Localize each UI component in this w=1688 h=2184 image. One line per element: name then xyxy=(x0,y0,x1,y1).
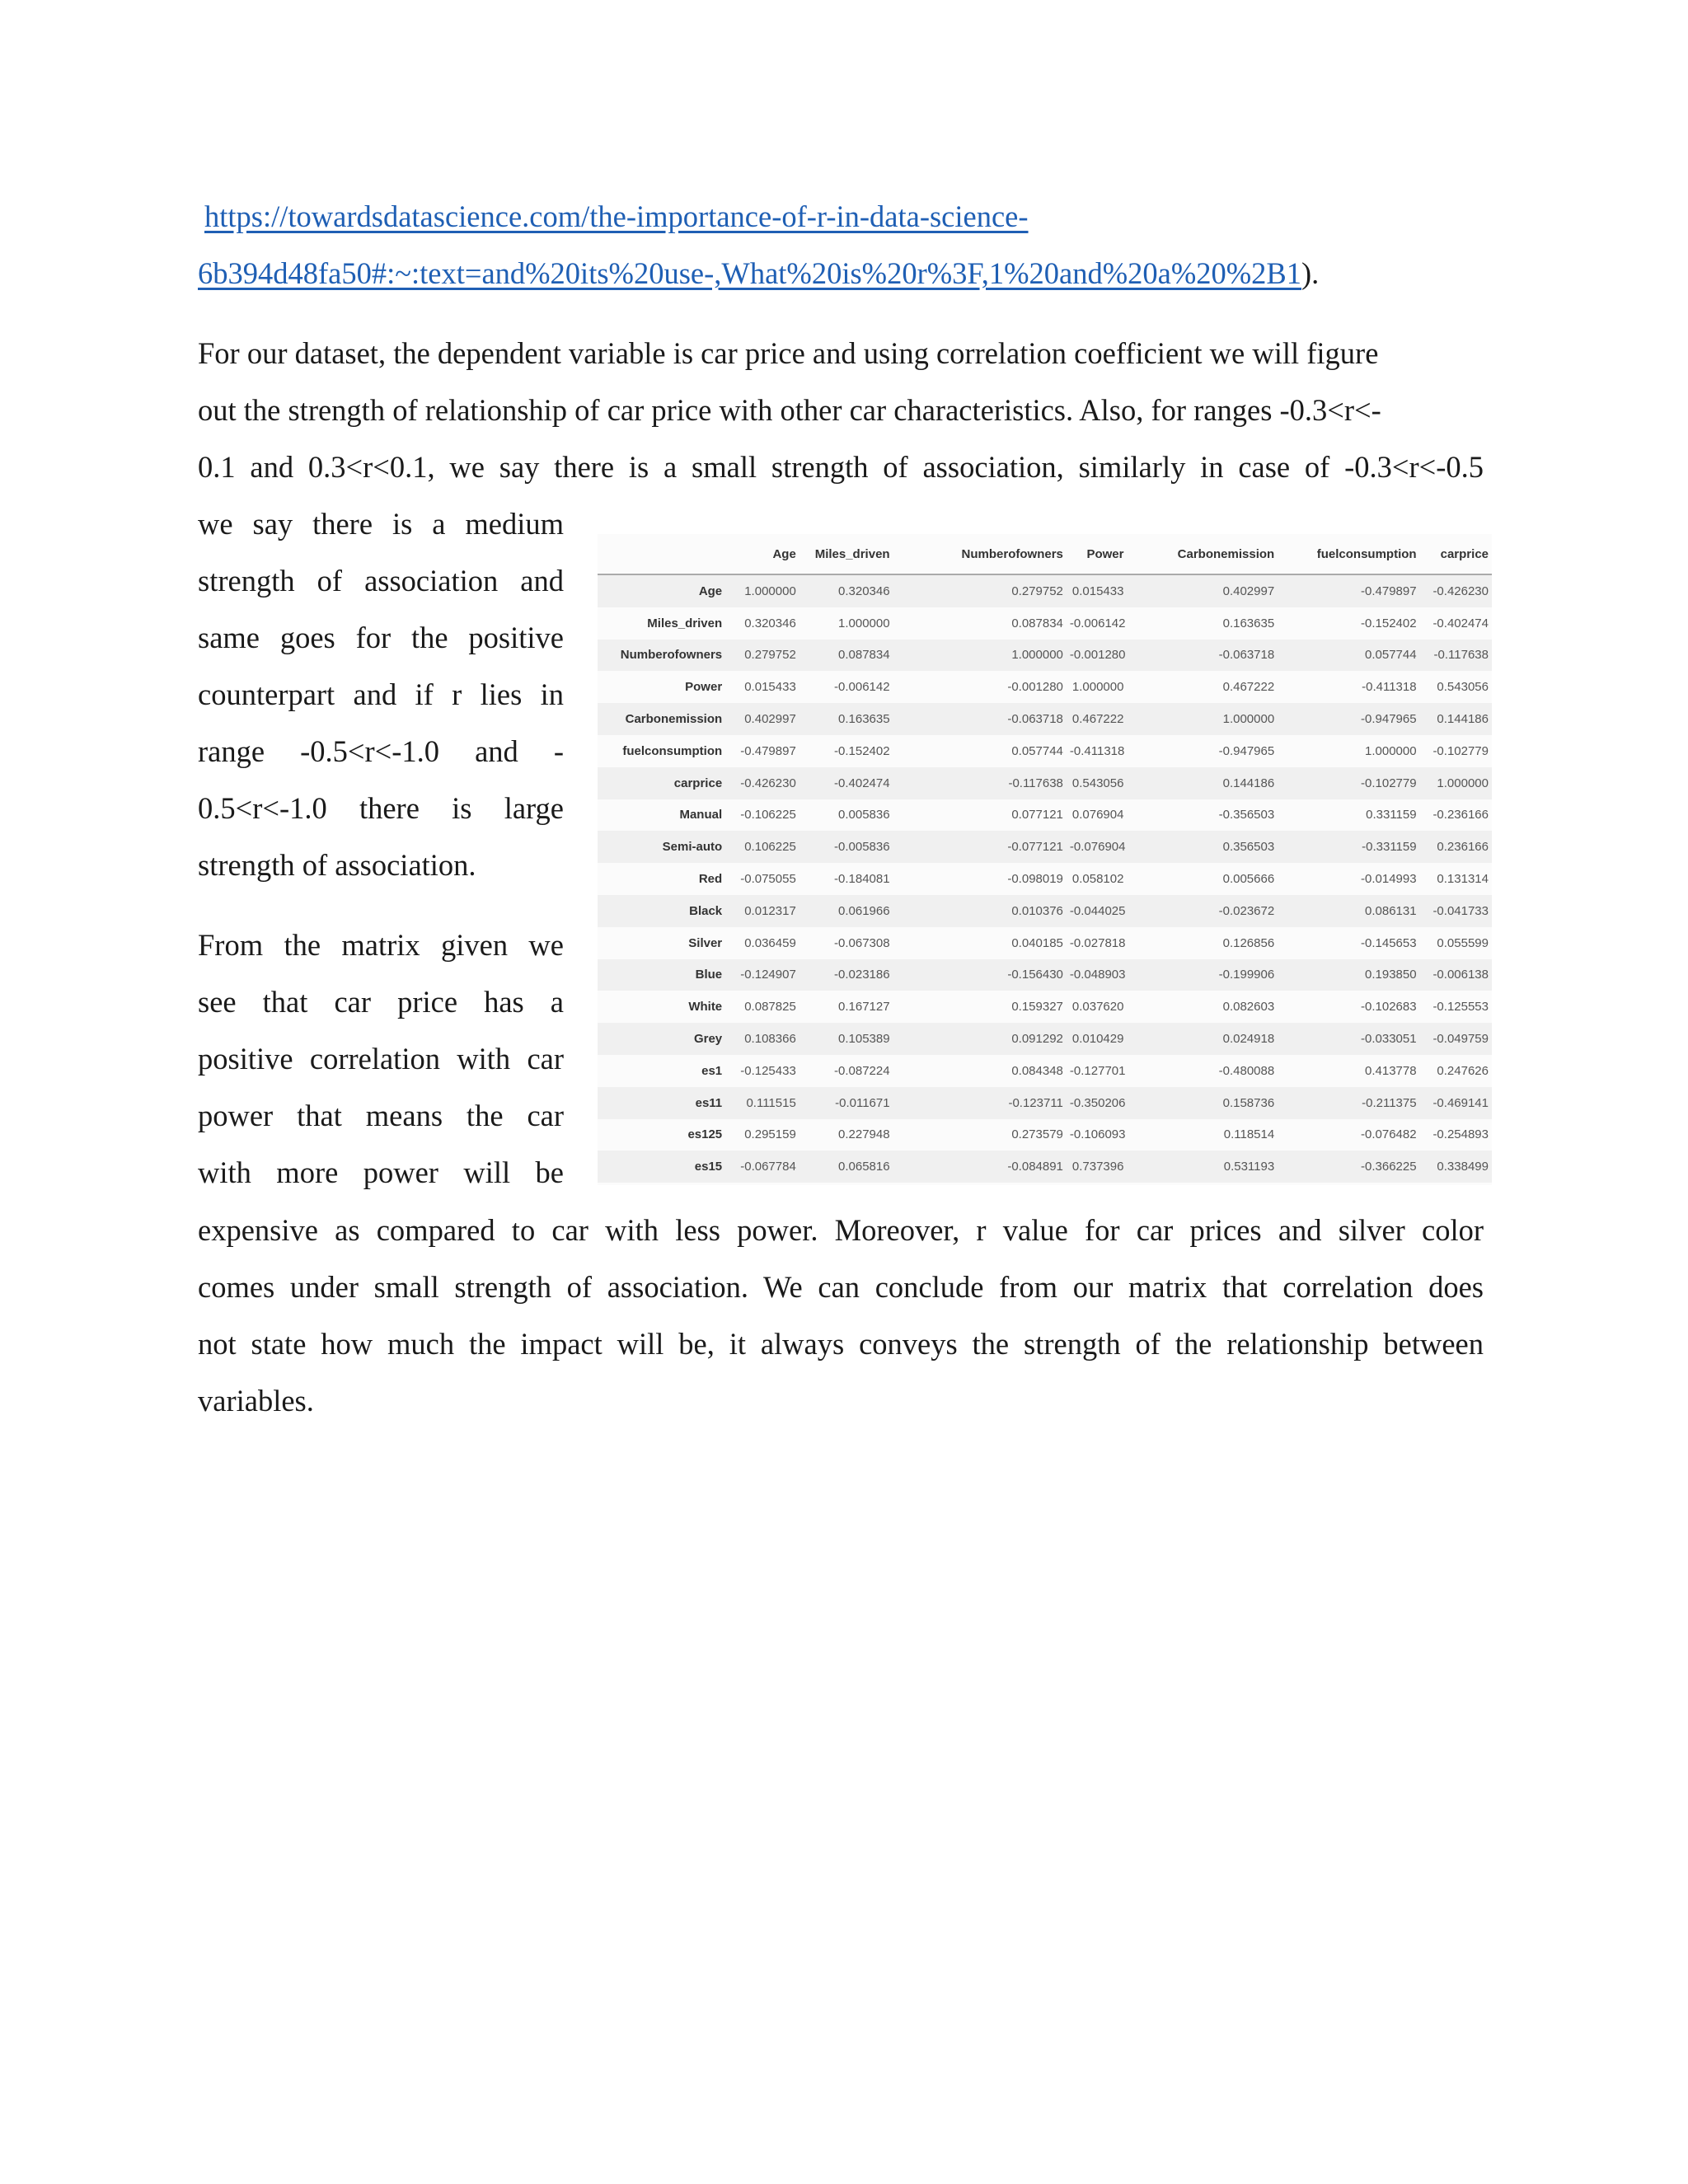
table-row xyxy=(598,574,1492,607)
matrix-corner-cell xyxy=(598,534,725,574)
matrix-row-label: fuelconsumption xyxy=(622,743,723,758)
matrix-cell: 0.320346 xyxy=(838,583,890,598)
matrix-cell: 1.000000 xyxy=(1437,776,1489,790)
wrapped-paragraph-association xyxy=(198,495,564,893)
matrix-cell: 0.402997 xyxy=(1222,583,1275,598)
paragraph-line: strength of association and xyxy=(198,564,564,598)
reference-link-trailing: ). xyxy=(1301,256,1320,290)
matrix-cell: 0.005666 xyxy=(1222,872,1275,887)
matrix-cell: 0.193850 xyxy=(1365,968,1417,982)
paragraph-line: with more power will be xyxy=(198,1155,564,1189)
matrix-cell: -0.005836 xyxy=(834,840,890,855)
paragraph-line: range -0.5<r<-1.0 and - xyxy=(198,734,564,768)
matrix-cell: 0.279752 xyxy=(1011,583,1063,598)
matrix-cell: 0.024918 xyxy=(1222,1032,1275,1047)
matrix-cell: -0.426230 xyxy=(1432,583,1489,598)
matrix-cell: 0.543056 xyxy=(1437,680,1489,695)
table-row xyxy=(598,895,1492,927)
table-row xyxy=(598,1055,1492,1087)
matrix-cell: 0.005836 xyxy=(838,808,890,823)
matrix-cell: -0.067308 xyxy=(834,935,890,950)
matrix-column-header: Power xyxy=(1067,534,1128,574)
matrix-cell: 0.531193 xyxy=(1223,1160,1275,1174)
paragraph-line: see that car price has a xyxy=(198,985,564,1019)
table-row xyxy=(598,1023,1492,1055)
matrix-cell: 1.000000 xyxy=(1222,712,1275,727)
matrix-cell: -0.411318 xyxy=(1362,680,1417,695)
matrix-cell: 0.737396 xyxy=(1071,1160,1124,1174)
matrix-cell: 0.413778 xyxy=(1365,1063,1417,1078)
matrix-row-header xyxy=(598,991,725,1023)
matrix-cell: 0.084348 xyxy=(1011,1063,1063,1078)
table-row xyxy=(598,831,1492,863)
matrix-column-header: Miles_driven xyxy=(799,534,893,574)
matrix-row-header xyxy=(598,1151,725,1183)
matrix-cell: -0.947965 xyxy=(1218,743,1275,758)
matrix-cell: -0.041733 xyxy=(1432,903,1489,918)
reference-link-line-2 xyxy=(198,245,1484,302)
matrix-body xyxy=(598,574,1492,1183)
matrix-cell: 0.543056 xyxy=(1071,776,1124,790)
matrix-row-header xyxy=(598,735,725,767)
matrix-cell: 1.000000 xyxy=(838,616,890,630)
reference-link-part-2[interactable]: 6b394d48fa50#:~:text=and%20its%20use-,What%20is%20r%3F,1%20and%20a%20%2B1 xyxy=(198,256,1302,290)
matrix-cell: -0.199906 xyxy=(1218,968,1275,982)
matrix-cell: -0.011671 xyxy=(835,1095,890,1110)
matrix-column-header: Numberofowners xyxy=(893,534,1067,574)
table-row xyxy=(598,640,1492,672)
matrix-cell: -0.254893 xyxy=(1432,1127,1489,1142)
matrix-row-header xyxy=(598,927,725,959)
matrix-cell: -0.049759 xyxy=(1432,1032,1489,1047)
paragraph-line: comes under small strength of association. We can conclude from our matrix that correlation does xyxy=(198,1270,1484,1304)
matrix-cell: -0.402474 xyxy=(1432,616,1489,630)
matrix-row-header xyxy=(598,703,725,735)
paragraph-line: out the strength of relationship of car price with other car characteristics. Also, for ranges -0.3<r<- xyxy=(198,393,1381,427)
matrix-row-label: Carbonemission xyxy=(625,712,723,727)
matrix-cell: 0.126856 xyxy=(1222,935,1275,950)
table-row xyxy=(598,799,1492,832)
conclusion-paragraph xyxy=(198,1202,1484,1429)
matrix-cell: 0.077121 xyxy=(1011,808,1063,823)
paragraph-line: 0.1 and 0.3<r<0.1, we say there is a small strength of association, similarly in case of -0.3<r<-0.5 xyxy=(198,450,1484,484)
matrix-row-header xyxy=(598,831,725,863)
matrix-row-label: carprice xyxy=(673,776,723,790)
matrix-cell: -0.027818 xyxy=(1069,935,1126,950)
matrix-row-header xyxy=(598,767,725,799)
intro-paragraph xyxy=(198,325,1484,495)
table-row xyxy=(598,1119,1492,1151)
matrix-cell: 0.057744 xyxy=(1365,648,1417,663)
matrix-cell: -0.001280 xyxy=(1069,648,1126,663)
matrix-cell: -0.084891 xyxy=(1007,1160,1063,1174)
matrix-cell: -0.014993 xyxy=(1361,872,1417,887)
matrix-cell: -0.117638 xyxy=(1433,648,1489,663)
matrix-cell: -0.366225 xyxy=(1361,1160,1417,1174)
matrix-cell: 0.037620 xyxy=(1071,1000,1124,1015)
matrix-cell: 0.402997 xyxy=(744,712,796,727)
matrix-cell: -0.402474 xyxy=(834,776,890,790)
matrix-cell: 0.087834 xyxy=(1011,616,1063,630)
matrix-row-header xyxy=(598,671,725,703)
matrix-row-header xyxy=(598,863,725,895)
matrix-cell: -0.023186 xyxy=(834,968,890,982)
reference-link-block xyxy=(198,188,1484,302)
matrix-cell: 0.015433 xyxy=(1071,583,1124,598)
matrix-cell: -0.469141 xyxy=(1432,1095,1489,1110)
matrix-row-header xyxy=(598,640,725,672)
matrix-cell: -0.127701 xyxy=(1069,1063,1126,1078)
matrix-cell: -0.479897 xyxy=(1361,583,1417,598)
table-row xyxy=(598,607,1492,640)
matrix-cell: 1.000000 xyxy=(1071,680,1124,695)
matrix-cell: 0.040185 xyxy=(1011,935,1063,950)
table-row xyxy=(598,671,1492,703)
matrix-cell: -0.125553 xyxy=(1432,1000,1489,1015)
paragraph-line: counterpart and if r lies in xyxy=(198,677,564,711)
matrix-row-header xyxy=(598,895,725,927)
matrix-row-label: es11 xyxy=(695,1095,723,1110)
table-row xyxy=(598,863,1492,895)
matrix-cell: -0.076904 xyxy=(1069,840,1126,855)
matrix-cell: -0.184081 xyxy=(834,872,890,887)
matrix-row-header xyxy=(598,1119,725,1151)
matrix-column-header: Age xyxy=(725,534,799,574)
matrix-cell: 0.061966 xyxy=(838,903,890,918)
matrix-row-header xyxy=(598,1087,725,1119)
matrix-cell: 0.076904 xyxy=(1071,808,1124,823)
matrix-cell: 1.000000 xyxy=(1365,743,1417,758)
matrix-cell: 0.091292 xyxy=(1011,1032,1063,1047)
matrix-cell: -0.033051 xyxy=(1361,1032,1417,1047)
matrix-cell: -0.236166 xyxy=(1432,808,1489,823)
matrix-cell: 0.015433 xyxy=(744,680,796,695)
matrix-cell: 0.087834 xyxy=(838,648,890,663)
matrix-cell: -0.044025 xyxy=(1069,903,1126,918)
reference-link-part-1[interactable]: https://towardsdatascience.com/the-importance-of-r-in-data-science- xyxy=(204,199,1029,233)
matrix-cell: -0.067784 xyxy=(740,1160,796,1174)
reference-link-line-1 xyxy=(198,188,1484,245)
paragraph-line: expensive as compared to car with less power. Moreover, r value for car prices and silver color xyxy=(198,1213,1484,1247)
matrix-cell: 0.331159 xyxy=(1366,808,1417,823)
matrix-cell: 0.118514 xyxy=(1223,1127,1275,1142)
matrix-cell: -0.411318 xyxy=(1069,743,1125,758)
matrix-cell: -0.350206 xyxy=(1069,1095,1126,1110)
matrix-row-header xyxy=(598,799,725,832)
matrix-cell: -0.087224 xyxy=(834,1063,890,1078)
matrix-cell: -0.152402 xyxy=(834,743,890,758)
matrix-cell: 0.163635 xyxy=(1222,616,1275,630)
matrix-cell: -0.145653 xyxy=(1361,935,1417,950)
matrix-cell: 0.055599 xyxy=(1437,935,1489,950)
matrix-cell: 0.320346 xyxy=(744,616,796,630)
matrix-cell: -0.006142 xyxy=(1069,616,1126,630)
matrix-row-label: Manual xyxy=(679,808,723,823)
matrix-row-header xyxy=(598,607,725,640)
matrix-cell: 0.144186 xyxy=(1222,776,1275,790)
matrix-cell: 0.111515 xyxy=(746,1095,796,1110)
paragraph-line: strength of association. xyxy=(198,848,476,882)
matrix-row-label: Blue xyxy=(695,968,723,982)
paragraph-line: not state how much the impact will be, it always conveys the strength of the relationship between xyxy=(198,1327,1484,1361)
matrix-cell: 0.010376 xyxy=(1011,903,1063,918)
matrix-cell: -0.048903 xyxy=(1069,968,1126,982)
matrix-cell: -0.063718 xyxy=(1007,712,1063,727)
matrix-cell: 0.163635 xyxy=(838,712,890,727)
matrix-row-label: Grey xyxy=(693,1032,723,1047)
matrix-cell: 0.338499 xyxy=(1437,1160,1489,1174)
matrix-cell: -0.211375 xyxy=(1362,1095,1417,1110)
matrix-cell: 0.086131 xyxy=(1365,903,1417,918)
matrix-cell: -0.102683 xyxy=(1361,1000,1417,1015)
matrix-cell: 0.467222 xyxy=(1071,712,1124,727)
paragraph-line: positive correlation with car xyxy=(198,1042,564,1076)
matrix-cell: -0.076482 xyxy=(1361,1127,1417,1142)
matrix-cell: 0.082603 xyxy=(1222,1000,1275,1015)
matrix-cell: -0.102779 xyxy=(1432,743,1489,758)
matrix-cell: 0.279752 xyxy=(744,648,796,663)
matrix-row-label: Semi-auto xyxy=(662,840,723,855)
matrix-cell: 0.273579 xyxy=(1011,1127,1063,1142)
matrix-column-header: carprice xyxy=(1420,534,1492,574)
matrix-cell: -0.098019 xyxy=(1007,872,1063,887)
matrix-cell: -0.152402 xyxy=(1361,616,1417,630)
paragraph-line: 0.5<r<-1.0 there is large xyxy=(198,791,564,825)
matrix-cell: -0.125433 xyxy=(740,1063,796,1078)
matrix-cell: -0.123711 xyxy=(1008,1095,1063,1110)
matrix-cell: 0.105389 xyxy=(838,1032,890,1047)
matrix-row-label: Red xyxy=(698,872,723,887)
matrix-cell: -0.106225 xyxy=(740,808,796,823)
matrix-row-label: es1 xyxy=(701,1063,723,1078)
matrix-cell: -0.480088 xyxy=(1218,1063,1275,1078)
matrix-cell: -0.479897 xyxy=(740,743,796,758)
matrix-cell: 0.295159 xyxy=(744,1127,796,1142)
matrix-cell: -0.063718 xyxy=(1218,648,1275,663)
matrix-cell: -0.331159 xyxy=(1362,840,1417,855)
table-row xyxy=(598,1151,1492,1183)
matrix-cell: -0.426230 xyxy=(740,776,796,790)
matrix-cell: 0.108366 xyxy=(744,1032,796,1047)
matrix-cell: -0.947965 xyxy=(1361,712,1417,727)
matrix-row-label: Power xyxy=(685,680,723,695)
matrix-cell: 0.106225 xyxy=(744,840,796,855)
matrix-cell: 0.167127 xyxy=(838,1000,890,1015)
matrix-cell: 0.144186 xyxy=(1437,712,1489,727)
wrapped-paragraph-matrix xyxy=(198,916,564,1201)
matrix-cell: 0.057744 xyxy=(1011,743,1063,758)
matrix-row-label: es15 xyxy=(694,1160,723,1174)
matrix-row-header xyxy=(598,574,725,607)
paragraph-line: same goes for the positive xyxy=(198,621,564,654)
matrix-cell: 0.058102 xyxy=(1071,872,1124,887)
matrix-cell: -0.001280 xyxy=(1007,680,1063,695)
matrix-row-label: Black xyxy=(689,903,723,918)
matrix-cell: -0.117638 xyxy=(1008,776,1063,790)
matrix-cell: 0.236166 xyxy=(1437,840,1489,855)
matrix-column-header: Carbonemission xyxy=(1127,534,1278,574)
paragraph-line: variables. xyxy=(198,1384,314,1418)
matrix-cell: -0.023672 xyxy=(1218,903,1275,918)
table-row xyxy=(598,735,1492,767)
matrix-cell: 0.131314 xyxy=(1437,872,1489,887)
matrix-cell: 0.012317 xyxy=(744,903,796,918)
matrix-row-label: Miles_driven xyxy=(647,616,723,630)
paragraph-line: For our dataset, the dependent variable is car price and using correlation coefficient we will figure xyxy=(198,336,1379,370)
matrix-cell: -0.077121 xyxy=(1007,840,1063,855)
matrix-cell: 0.036459 xyxy=(744,935,796,950)
matrix-cell: -0.124907 xyxy=(740,968,796,982)
matrix-row-label: Silver xyxy=(688,935,723,950)
matrix-cell: -0.075055 xyxy=(740,872,796,887)
table-row xyxy=(598,703,1492,735)
matrix-row-label: es125 xyxy=(687,1127,723,1142)
matrix-cell: 0.159327 xyxy=(1011,1000,1063,1015)
matrix-cell: 0.010429 xyxy=(1071,1032,1124,1047)
table-row xyxy=(598,991,1492,1023)
matrix-cell: 0.087825 xyxy=(744,1000,796,1015)
paragraph-line: power that means the car xyxy=(198,1099,564,1132)
correlation-matrix-table xyxy=(598,534,1492,1185)
matrix-column-header: fuelconsumption xyxy=(1278,534,1419,574)
matrix-cell: 0.356503 xyxy=(1222,840,1275,855)
matrix-cell: -0.102779 xyxy=(1361,776,1417,790)
table-row xyxy=(598,959,1492,991)
table-row xyxy=(598,1087,1492,1119)
table-row xyxy=(598,927,1492,959)
matrix-cell: -0.006142 xyxy=(834,680,890,695)
table-row xyxy=(598,767,1492,799)
matrix-row-label: Numberofowners xyxy=(620,648,723,663)
matrix-cell: -0.156430 xyxy=(1007,968,1063,982)
matrix-cell: -0.356503 xyxy=(1218,808,1275,823)
matrix-cell: 0.227948 xyxy=(838,1127,890,1142)
matrix-cell: 0.065816 xyxy=(838,1160,890,1174)
matrix-row-label: White xyxy=(688,1000,723,1015)
matrix-row-label: Age xyxy=(698,583,723,598)
matrix-cell: 0.158736 xyxy=(1222,1095,1275,1110)
matrix-row-header xyxy=(598,959,725,991)
matrix-cell: 1.000000 xyxy=(744,583,796,598)
matrix-header-row xyxy=(598,534,1492,574)
matrix-cell: 0.247626 xyxy=(1437,1063,1489,1078)
matrix-row-header xyxy=(598,1055,725,1087)
paragraph-line: we say there is a medium xyxy=(198,507,564,541)
matrix-cell: -0.106093 xyxy=(1069,1127,1126,1142)
paragraph-line: From the matrix given we xyxy=(198,928,564,962)
matrix-cell: 1.000000 xyxy=(1011,648,1063,663)
matrix-cell: 0.467222 xyxy=(1222,680,1275,695)
matrix-row-header xyxy=(598,1023,725,1055)
matrix-cell: -0.006138 xyxy=(1432,968,1489,982)
